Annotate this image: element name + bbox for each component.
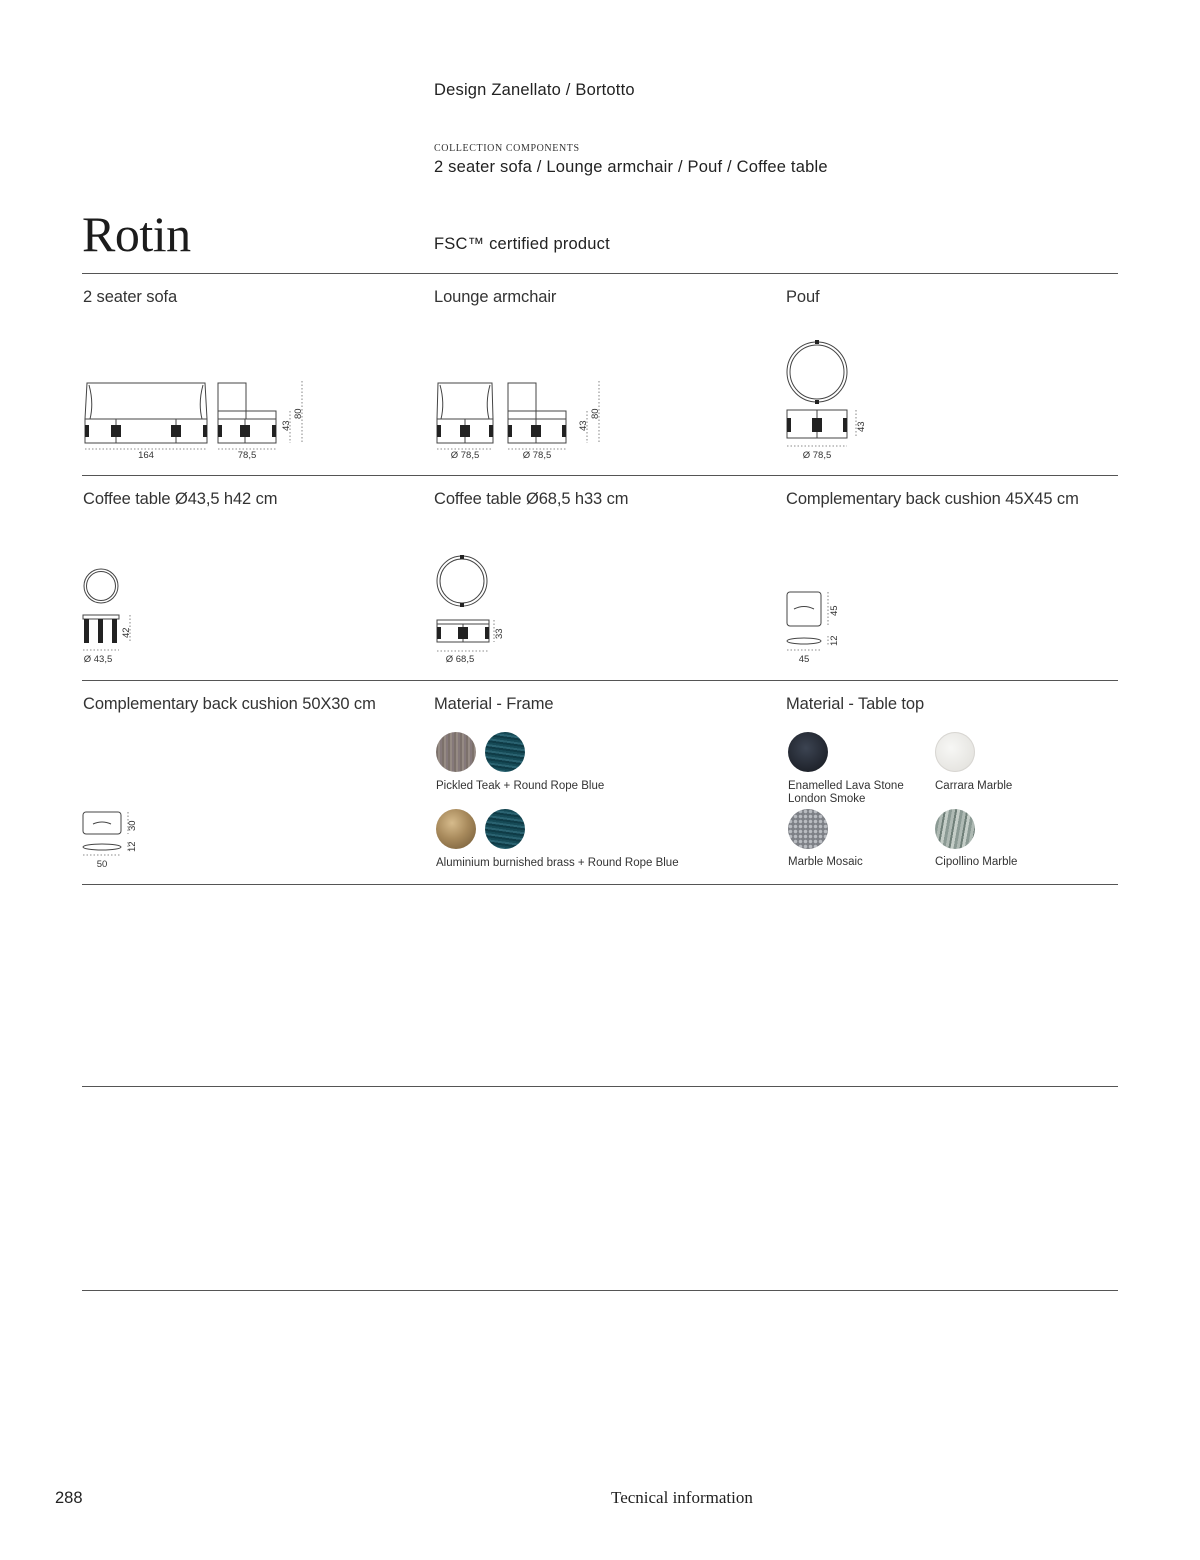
dimension-label: 30 [127,820,138,831]
swatch-carrara-marble[interactable] [935,732,975,772]
swatch-label: Cipollino Marble [935,856,1018,868]
product-title-coffee-table-large: Coffee table Ø68,5 h33 cm [434,490,629,508]
dimension-label: Ø 43,5 [83,654,113,665]
dimension-label: 80 [293,408,304,419]
swatch-label: Pickled Teak + Round Rope Blue [436,780,605,792]
swatch-marble-mosaic[interactable] [788,809,828,849]
swatch-pickled-teak[interactable] [436,732,476,772]
swatch-label: London Smoke [788,793,866,805]
dimension-label: 33 [494,628,505,639]
swatch-label: Carrara Marble [935,780,1013,792]
dimension-label: 164 [138,450,154,461]
collection-components-list: 2 seater sofa / Lounge armchair / Pouf / Coffee table [434,158,828,176]
product-title-2-seater-sofa: 2 seater sofa [83,288,178,306]
pouf-technical-drawing [782,340,882,465]
dimension-label: 43 [281,420,292,431]
divider [82,1086,1118,1087]
armchair-technical-drawing [432,375,622,465]
dimension-label: Ø 78,5 [802,450,832,461]
section-title: Tecnical information [611,1488,753,1507]
swatch-label: Aluminium burnished brass + Round Rope Blue [436,857,679,869]
dimension-label: 80 [590,408,601,419]
divider [82,1290,1118,1291]
product-title-back-cushion-50: Complementary back cushion 50X30 cm [83,695,376,713]
product-title-pouf: Pouf [786,288,820,306]
back-cushion-50-technical-drawing [80,805,160,873]
swatch-label: Enamelled Lava Stone [788,780,904,792]
divider [82,475,1118,476]
swatch-cipollino-marble[interactable] [935,809,975,849]
dimension-label: 12 [127,841,138,852]
product-title-lounge-armchair: Lounge armchair [434,288,557,306]
page-number: 288 [55,1489,83,1507]
dimension-label: Ø 78,5 [522,450,552,461]
coffee-table-large-technical-drawing [432,555,532,668]
dimension-label: 50 [96,859,108,870]
collection-components-label: COLLECTION COMPONENTS [434,143,580,154]
swatch-label: Marble Mosaic [788,856,863,868]
material-frame-title: Material - Frame [434,695,554,713]
dimension-label: 42 [121,627,132,638]
dimension-label: 45 [829,605,840,616]
back-cushion-45-technical-drawing [782,585,862,668]
designer-credit: Design Zanellato / Bortotto [434,81,635,99]
dimension-label: 45 [798,654,810,665]
dimension-label: Ø 68,5 [445,654,475,665]
swatch-round-rope-blue[interactable] [485,809,525,849]
dimension-label: 43 [856,421,867,432]
swatch-burnished-brass[interactable] [436,809,476,849]
coffee-table-small-technical-drawing [80,568,160,668]
divider [82,273,1118,274]
product-title: Rotin [82,206,191,262]
divider [82,884,1118,885]
dimension-label: 12 [829,635,840,646]
swatch-round-rope-blue[interactable] [485,732,525,772]
dimension-label: Ø 78,5 [450,450,480,461]
product-title-back-cushion-45: Complementary back cushion 45X45 cm [786,490,1079,508]
dimension-label: 43 [578,420,589,431]
swatch-lava-stone[interactable] [788,732,828,772]
divider [82,680,1118,681]
sofa-technical-drawing [80,375,320,465]
certification-note: FSC™ certified product [434,235,610,253]
material-table-top-title: Material - Table top [786,695,925,713]
product-title-coffee-table-small: Coffee table Ø43,5 h42 cm [83,490,278,508]
dimension-label: 78,5 [237,450,257,461]
